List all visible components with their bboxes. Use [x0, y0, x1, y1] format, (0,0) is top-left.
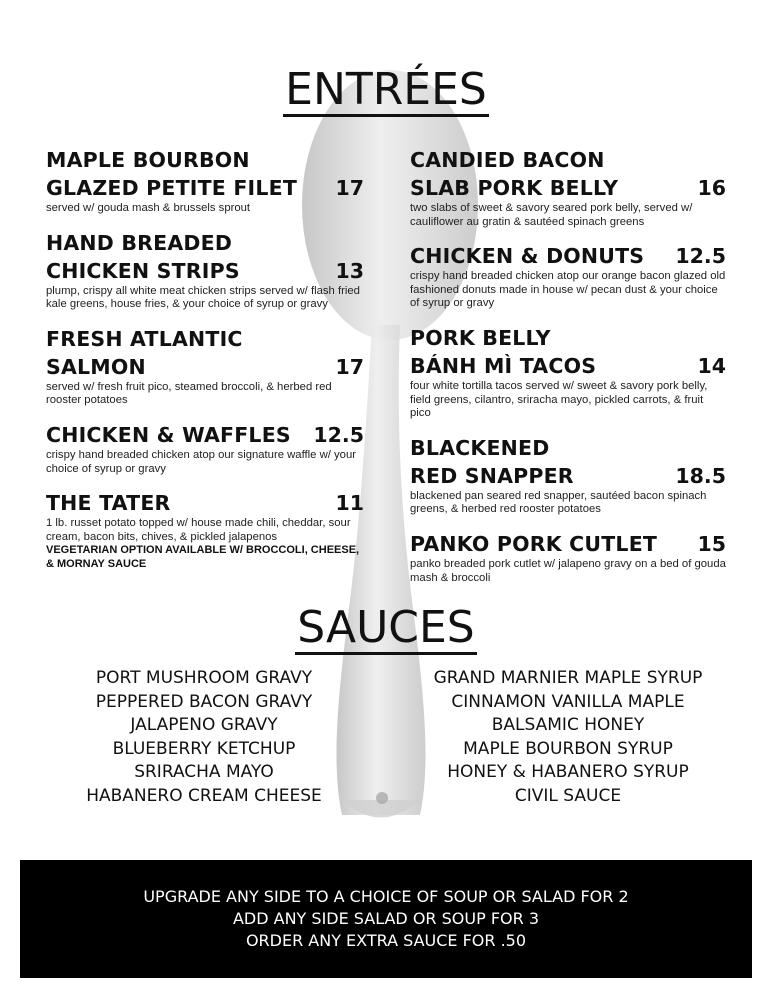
item-description: two slabs of sweet & savory seared pork belly, served w/ cauliflower au gratin & sautéed spinach greens [410, 202, 693, 228]
item-name: PORK BELLY [410, 325, 551, 350]
footer-banner [20, 860, 752, 978]
menu-item [410, 530, 726, 585]
sauce-item: HABANERO CREAM CHEESE [86, 785, 322, 806]
item-name: SLAB PORK BELLY [410, 176, 619, 200]
item-name: BLACKENED [410, 435, 550, 460]
sauce-item: BLUEBERRY KETCHUP [112, 738, 296, 759]
item-price: 12.5 [313, 422, 364, 447]
sauce-item: PORT MUSHROOM GRAVY [95, 668, 313, 688]
sauce-item: CIVIL SAUCE [514, 785, 622, 806]
item-description: panko breaded pork cutlet w/ jalapeno gravy on a bed of gouda mash & broccoli [410, 557, 726, 584]
menu-item [410, 242, 726, 311]
item-name: CHICKEN & DONUTS [410, 244, 645, 269]
item-price: 13 [335, 258, 364, 283]
item-price: 12.5 [675, 244, 726, 269]
item-name: FRESH ATLANTIC [46, 326, 243, 351]
item-description: served w/ gouda mash & brussels sprout [46, 202, 251, 214]
item-price: 14 [697, 353, 726, 378]
footer-line: ORDER ANY EXTRA SAUCE FOR .50 [245, 931, 527, 950]
item-description: crispy hand breaded chicken atop our orange bacon glazed old fashioned donuts made in house w/ pecan dust & your choice of syrup or gravy [410, 270, 726, 310]
item-name: GLAZED PETITE FILET [46, 176, 298, 200]
item-name: CANDIED BACON [410, 148, 605, 172]
menu-item [410, 324, 726, 421]
item-name: SALMON [46, 354, 146, 379]
item-price: 17 [335, 354, 364, 379]
sauces-heading: SAUCES [297, 602, 475, 653]
item-name: THE TATER [46, 491, 171, 516]
entrees-heading: ENTRÉES [285, 64, 487, 115]
item-note: VEGETARIAN OPTION AVAILABLE W/ BROCCOLI, CHEESE, & MORNAY SAUCE [46, 544, 360, 570]
menu-item [46, 325, 364, 408]
right-menu-column [410, 146, 726, 598]
item-price: 16 [697, 176, 726, 200]
menu-item [410, 146, 726, 229]
sauce-item: PEPPERED BACON GRAVY [95, 691, 313, 712]
item-name: BÁNH MÌ TACOS [410, 353, 597, 378]
menu-item [410, 434, 726, 517]
item-name: RED SNAPPER [410, 463, 574, 488]
item-price: 18.5 [675, 463, 726, 488]
item-description: crispy hand breaded chicken atop our signature waffle w/ your choice of syrup or gravy [46, 448, 357, 475]
sauce-item: GRAND MARNIER MAPLE SYRUP [433, 668, 703, 688]
item-name: HAND BREADED [46, 230, 233, 255]
sauce-item: SRIRACHA MAYO [134, 762, 274, 782]
sauces-right-column [408, 667, 728, 808]
item-name: CHICKEN STRIPS [46, 258, 240, 283]
footer-line: UPGRADE ANY SIDE TO A CHOICE OF SOUP OR SALAD FOR 2 [143, 887, 629, 906]
item-description: plump, crispy all white meat chicken strips served w/ flash fried kale greens, house fries, & your choice of syrup or gravy [46, 284, 360, 311]
menu-item [46, 229, 364, 312]
sauces-left-column [44, 667, 364, 808]
item-name: MAPLE BOURBON [46, 148, 250, 172]
item-price: 11 [335, 491, 364, 516]
item-description: four white tortilla tacos served w/ sweet & savory pork belly, field greens, cilantro, sriracha mayo, pickled carrots, & fruit pico [410, 379, 708, 420]
item-description: served w/ fresh fruit pico, steamed broccoli, & herbed red rooster potatoes [46, 380, 332, 407]
sauce-item: JALAPENO GRAVY [130, 715, 278, 735]
item-description: blackened pan seared red snapper, sautéed bacon spinach greens, & herbed red rooster potatoes [410, 489, 707, 516]
sauce-item: CINNAMON VANILLA MAPLE [451, 691, 685, 712]
footer-line: ADD ANY SIDE SALAD OR SOUP FOR 3 [232, 909, 540, 928]
menu-item [46, 146, 364, 216]
menu-item [46, 489, 364, 571]
item-name: PANKO PORK CUTLET [410, 531, 658, 556]
item-name: CHICKEN & WAFFLES [46, 422, 291, 447]
sauce-item: MAPLE BOURBON SYRUP [463, 738, 673, 759]
item-description: 1 lb. russet potato topped w/ house made chili, cheddar, sour cream, bacon bits, chives, & pickled jalapenos [46, 517, 351, 543]
item-price: 17 [335, 176, 364, 200]
item-price: 15 [697, 531, 726, 556]
menu-item [46, 421, 364, 476]
sauce-item: HONEY & HABANERO SYRUP [447, 762, 689, 782]
sauce-item: BALSAMIC HONEY [491, 715, 645, 735]
left-menu-column [46, 146, 364, 585]
